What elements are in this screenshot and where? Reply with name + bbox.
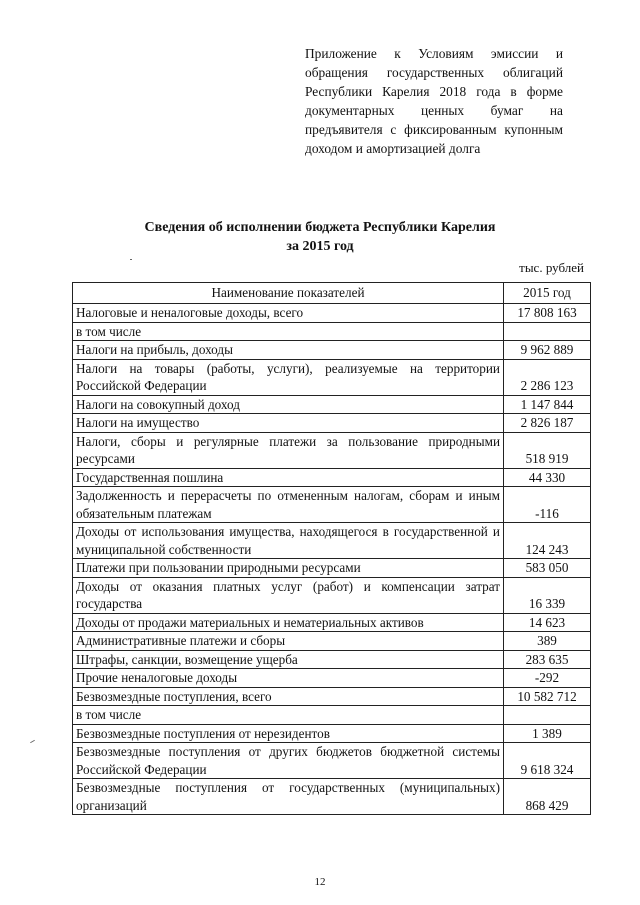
row-name: Безвозмездные поступления от других бюджетов бюджетной системы Российской Федерации xyxy=(73,743,504,779)
row-name: Налоги на прибыль, доходы xyxy=(73,341,504,360)
table-row xyxy=(73,706,591,725)
row-value: 44 330 xyxy=(504,468,591,487)
page-title xyxy=(60,218,580,256)
row-name: Безвозмездные поступления, всего xyxy=(73,687,504,706)
table-row xyxy=(73,523,591,559)
header-name: Наименование показателей xyxy=(73,283,504,304)
table-header-row xyxy=(73,283,591,304)
row-value: 583 050 xyxy=(504,559,591,578)
row-name: Прочие неналоговые доходы xyxy=(73,669,504,688)
row-value: 2 286 123 xyxy=(504,359,591,395)
table-row xyxy=(73,341,591,360)
row-name: Безвозмездные поступления от нерезидентов xyxy=(73,724,504,743)
row-name: Доходы от оказания платных услуг (работ) и компенсации затрат государства xyxy=(73,577,504,613)
title-line-1: Сведения об исполнении бюджета Республики Карелия xyxy=(144,220,496,235)
row-value: 9 618 324 xyxy=(504,743,591,779)
row-name: Государственная пошлина xyxy=(73,468,504,487)
row-value xyxy=(504,322,591,341)
table-row xyxy=(73,322,591,341)
table-row xyxy=(73,487,591,523)
row-value: 1 147 844 xyxy=(504,395,591,414)
row-name: Доходы от продажи материальных и нематериальных активов xyxy=(73,613,504,632)
row-name: Налоговые и неналоговые доходы, всего xyxy=(73,304,504,323)
row-name: Задолженность и перерасчеты по отмененным налогам, сборам и иным обязательным платежам xyxy=(73,487,504,523)
row-name: Доходы от использования имущества, находящегося в государственной и муниципальной собственности xyxy=(73,523,504,559)
appendix-note: Приложение к Условиям эмиссии и обращения государственных облигаций Республики Карелия 2018 года в форме документарных ценных бумаг на предъявителя с фиксированным купонным доходом и амортизацией долга xyxy=(305,46,563,156)
table-row xyxy=(73,724,591,743)
row-value: 124 243 xyxy=(504,523,591,559)
row-name: Налоги на имущество xyxy=(73,414,504,433)
scan-speck xyxy=(30,740,35,743)
table-row xyxy=(73,559,591,578)
table-row xyxy=(73,304,591,323)
row-value: 16 339 xyxy=(504,577,591,613)
row-value: 518 919 xyxy=(504,432,591,468)
table-row xyxy=(73,395,591,414)
table-row xyxy=(73,577,591,613)
row-name: Налоги, сборы и регулярные платежи за пользование природными ресурсами xyxy=(73,432,504,468)
row-value: 868 429 xyxy=(504,779,591,815)
row-value: 14 623 xyxy=(504,613,591,632)
table-row xyxy=(73,779,591,815)
row-value: 17 808 163 xyxy=(504,304,591,323)
scan-speck xyxy=(130,259,132,260)
row-value: 2 826 187 xyxy=(504,414,591,433)
title-line-2: за 2015 год xyxy=(286,239,354,254)
row-value: -116 xyxy=(504,487,591,523)
table-row xyxy=(73,650,591,669)
row-value: 10 582 712 xyxy=(504,687,591,706)
row-name: Налоги на совокупный доход xyxy=(73,395,504,414)
row-name: в том числе xyxy=(73,706,504,725)
header-value: 2015 год xyxy=(504,283,591,304)
table-row xyxy=(73,743,591,779)
row-name: Платежи при пользовании природными ресурсами xyxy=(73,559,504,578)
table-row xyxy=(73,432,591,468)
row-value: 1 389 xyxy=(504,724,591,743)
row-name: в том числе xyxy=(73,322,504,341)
table-row xyxy=(73,414,591,433)
page-number: 12 xyxy=(314,876,326,888)
row-value xyxy=(504,706,591,725)
row-value: 389 xyxy=(504,632,591,651)
row-name: Административные платежи и сборы xyxy=(73,632,504,651)
table-row xyxy=(73,632,591,651)
table-row xyxy=(73,468,591,487)
row-name: Налоги на товары (работы, услуги), реализуемые на территории Российской Федерации xyxy=(73,359,504,395)
row-name: Штрафы, санкции, возмещение ущерба xyxy=(73,650,504,669)
row-name: Безвозмездные поступления от государственных (муниципальных) организаций xyxy=(73,779,504,815)
budget-table xyxy=(72,282,591,815)
row-value: 283 635 xyxy=(504,650,591,669)
table-row xyxy=(73,669,591,688)
table-row xyxy=(73,687,591,706)
table-row xyxy=(73,359,591,395)
row-value: -292 xyxy=(504,669,591,688)
table-row xyxy=(73,613,591,632)
row-value: 9 962 889 xyxy=(504,341,591,360)
units-label: тыс. рублей xyxy=(519,260,584,275)
